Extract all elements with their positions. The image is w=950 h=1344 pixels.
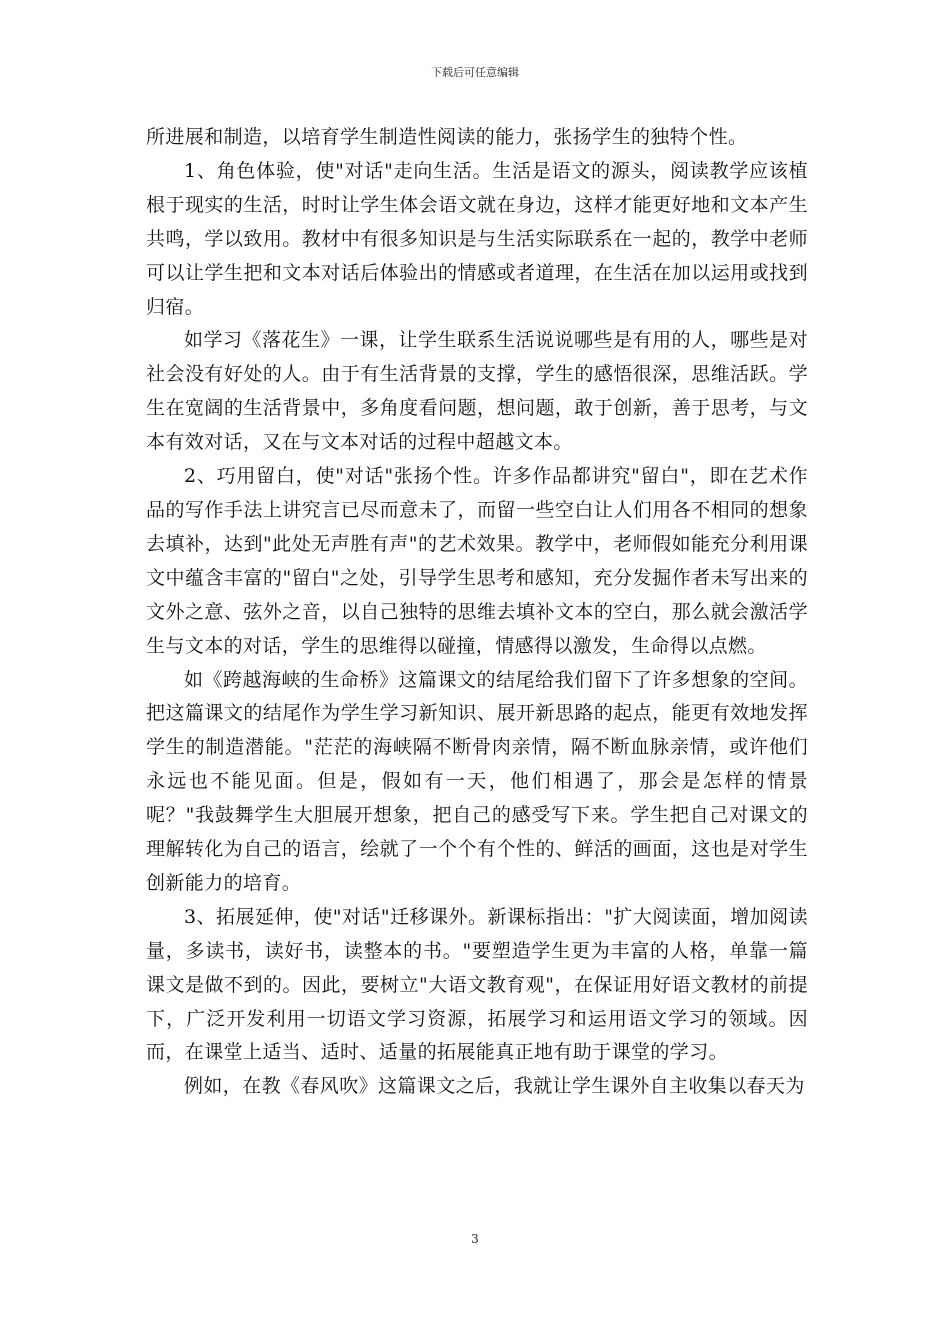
page-header: 下载后可任意编辑 [431, 66, 519, 79]
page-number: 3 [471, 1232, 479, 1246]
paragraph-spring-example: 例如，在教《春风吹》这篇课文之后，我就让学生课外自主收集以春天为 [184, 1075, 805, 1098]
paragraph-peanut-example: 如学习《落花生》一课，让学生联系生活说说哪些是有用的人，哪些是对社会没有好处的人。由于有生活背景的支撑，学生的感悟很深，思维活跃。学生在宽阔的生活背景中，多角度看问题，想问题，敢于创新，善于思考，与文本有效对话，又在与文本对话的过程中超越文本。 [146, 329, 808, 454]
paragraph-blank-space: 2、巧用留白，使"对话"张扬个性。许多作品都讲究"留白"，即在艺术作品的写作手法上讲究言已尽而意未了，而留一些空白让人们用各不相同的想象去填补，达到"此处无声胜有声"的艺术效果。教学中，老师假如能充分利用课文中蕴含丰富的"留白"之处，引导学生思考和感知，充分发掘作者未写出来的文外之意、弦外之音，以自己独特的思维去填补文本的空白，那么就会激活学生与文本的对话，学生的思维得以碰撞，情感得以激发，生命得以点燃。 [146, 465, 808, 657]
paragraph-role-experience: 1、角色体验，使"对话"走向生活。生活是语文的源头，阅读教学应该植根于现实的生活，时时让学生体会语文就在身边，这样才能更好地和文本产生共鸣，学以致用。教材中有很多知识是与生活实际联系在一起的，教学中老师可以让学生把和文本对话后体验出的情感或者道理，在生活在加以运用或找到归宿。 [146, 159, 808, 318]
paragraph-continuation: 所进展和制造，以培育学生制造性阅读的能力，张扬学生的独特个性。 [146, 126, 748, 148]
paragraph-extension: 3、拓展延伸，使"对话"迁移课外。新课标指出："扩大阅读面，增加阅读量，多读书，读好书，读整本的书。"要塑造学生更为丰富的人格，单靠一篇课文是做不到的。因此，要树立"大语文教育观"，在保证用好语文教材的前提下，广泛开发利用一切语文学习资源，拓展学习和运用语文学习的领域。因而，在课堂上适当、适时、适量的拓展能真正地有助于课堂的学习。 [146, 905, 808, 1064]
document-body [146, 121, 808, 1104]
paragraph-bridge-example: 如《跨越海峡的生命桥》这篇课文的结尾给我们留下了许多想象的空间。把这篇课文的结尾作为学生学习新知识、展开新思路的起点，能更有效地发挥学生的制造潜能。"茫茫的海峡隔不断骨肉亲情，隔不断血脉亲情，或许他们永远也不能见面。但是，假如有一天，他们相遇了，那会是怎样的情景呢？"我鼓舞学生大胆展开想象，把自己的感受写下来。学生把自己对课文的理解转化为自己的语言，绘就了一个个有个性的、鲜活的画面，这也是对学生创新能力的培育。 [146, 668, 808, 894]
